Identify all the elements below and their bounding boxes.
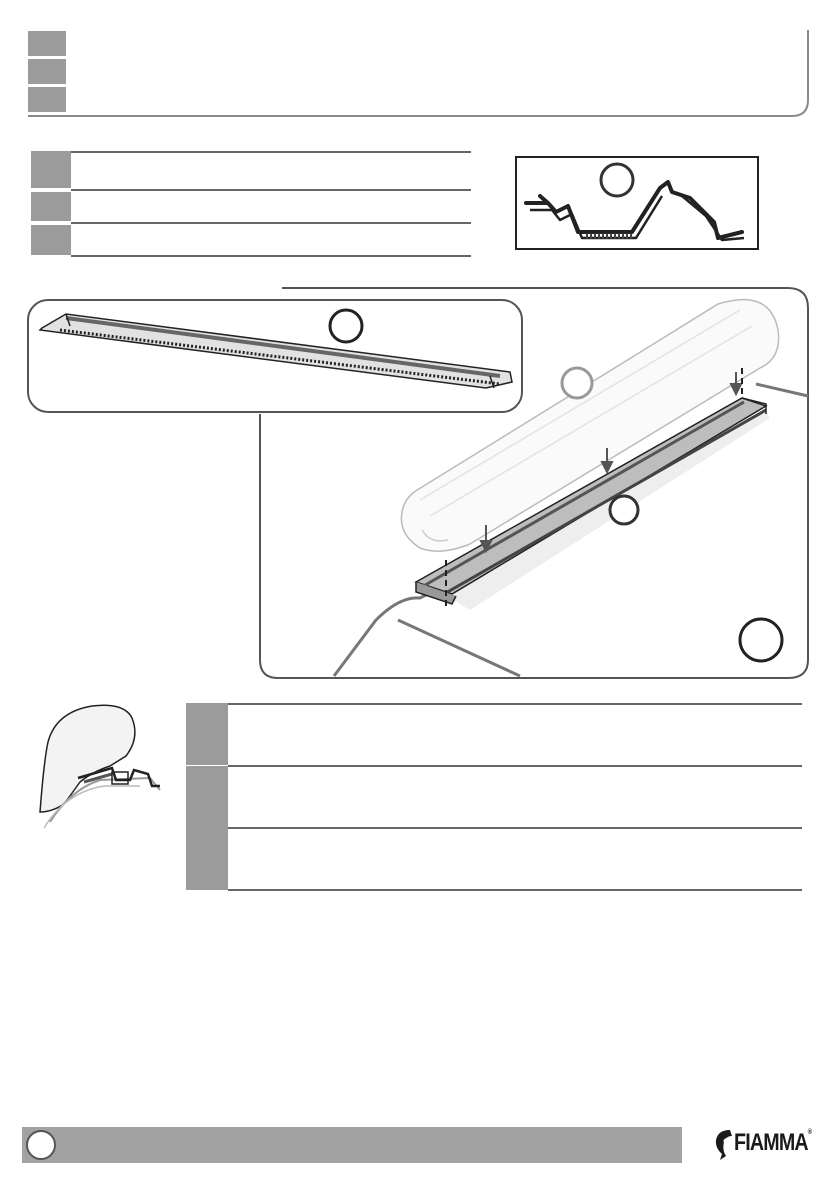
section2-step-box-2	[186, 766, 228, 828]
page-number-circle	[26, 1130, 56, 1160]
fiamma-logo-icon	[712, 1126, 734, 1162]
profile-detail-icon	[516, 157, 758, 249]
rail-part-icon	[28, 300, 522, 412]
brand-name: FIAMMA®	[734, 1129, 813, 1156]
section2-rule-3	[228, 827, 802, 829]
footer-bar	[22, 1127, 682, 1163]
section2-rule-1	[228, 703, 802, 705]
section2-rule-2	[228, 765, 802, 767]
section2-step-box-1	[186, 703, 228, 765]
section2-step-box-3	[186, 828, 228, 890]
section2-rule-4	[228, 889, 802, 891]
mounted-awning-detail-icon	[40, 705, 160, 828]
fiamma-logo	[712, 1122, 812, 1166]
